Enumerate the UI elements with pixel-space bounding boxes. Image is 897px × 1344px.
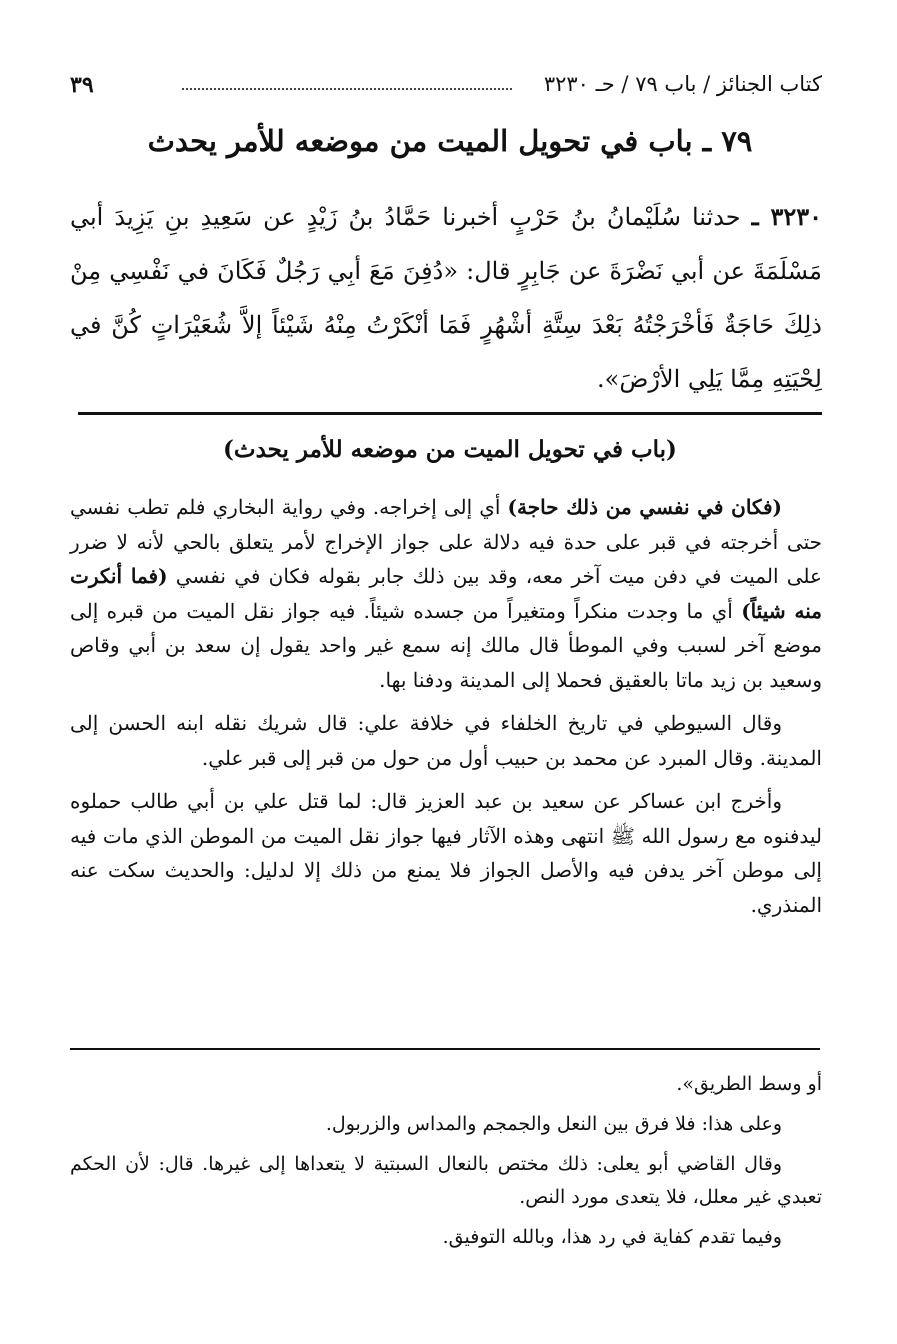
commentary-paragraph: وقال السيوطي في تاريخ الخلفاء في خلافة علي: قال شريك نقله ابنه الحسن إلى المدينة. وقال المبرد عن محمد بن حبيب أول من حول من قبر إلى قبر علي. — [70, 711, 822, 770]
commentary-quote: (فكان في نفسي من ذلك حاجة) — [507, 495, 782, 519]
footnote-line: وقال القاضي أبو يعلى: ذلك مختص بالنعال السبتية لا يتعداها إلى غيرها. قال: لأن الحكم تعبدي غير معلل، فلا يتعدى مورد النص. — [70, 1153, 822, 1208]
commentary-text: أي إلى إخراجه. وفي رواية البخاري فلم تطب نفسي حتى أخرجته في قبر على حدة فيه دلالة على جواز الإخراج لأمر يتعلق بالحي لأنه لا ضرر على الميت في دفن ميت آخر معه، وقد بين ذلك جابر بقوله فكان في نفسي — [70, 495, 822, 588]
chapter-title: في تحويل الميت من موضعه للأمر يحدث — [147, 124, 639, 158]
commentary-body — [70, 490, 822, 931]
commentary-heading: (باب في تحويل الميت من موضعه للأمر يحدث) — [223, 436, 677, 463]
commentary-paragraph: وأخرج ابن عساكر عن سعيد بن عبد العزيز قال: لما قتل علي بن أبي طالب حملوه ليدفنوه مع رسول الله ﷺ انتهى وهذه الآثار فيها جواز نقل الميت من الموطن الذي مات فيه إلى موطن آخر يدفن فيه والأصل الجواز فلا يمنع من ذلك إلا لدليل: والحديث سكت عنه المنذري. — [70, 789, 822, 917]
section-divider — [78, 412, 822, 415]
footnote-line: وعلى هذا: فلا فرق بين النعل والجمجم والمداس والزربول. — [325, 1113, 782, 1135]
header-dotted-leader — [182, 88, 512, 90]
running-header — [70, 72, 822, 102]
commentary-quote: (فما أنكرت منه شيئاً) — [70, 564, 822, 623]
page-number: ٣٩ — [70, 72, 94, 98]
hadith-text-block — [70, 190, 822, 406]
commentary-paragraph — [70, 490, 822, 697]
chapter-heading — [80, 124, 820, 158]
footnote-line: أو وسط الطريق». — [676, 1073, 822, 1095]
hadith-number: ٣٢٣٠ ـ — [751, 202, 822, 231]
commentary-text: أي ما وجدت منكراً ومتغيراً من جسده شيئاً. فيه جواز نقل الميت من قبره إلى موضع آخر لسبب وفي الموطأ قال مالك إنه سمع غير واحد يقول إن سعد بن أبي وقاص وسعيد بن زيد ماتا بالعقيق فحملا إلى المدينة ودفنا بها. — [70, 598, 822, 692]
footnotes — [70, 1068, 822, 1261]
running-title: كتاب الجنائز / باب ٧٩ / حـ ٣٢٣٠ — [543, 72, 822, 96]
footnote-line: وفيما تقدم كفاية في رد هذا، وبالله التوفيق. — [442, 1226, 782, 1248]
chapter-bab-word: باب — [648, 124, 693, 158]
footnote-divider — [70, 1048, 820, 1050]
chapter-number: ٧٩ ـ — [702, 124, 753, 158]
hadith-text: حدثنا سُلَيْمانُ بنُ حَرْبٍ أخبرنا حَمَّادُ بنُ زَيْدٍ عن سَعِيدِ بنِ يَزِيدَ أبي مَسْلَمَةَ عن أبي نَضْرَةَ عن جَابِرٍ قال: «دُفِنَ مَعَ أبِي رَجُلٌ فَكَانَ في نَفْسِي مِنْ ذلِكَ حَاجَةٌ فَأخْرَجْتُهُ بَعْدَ سِتَّةِ أشْهُرٍ فَمَا أنْكَرْتُ مِنْهُ شَيْئاً إلاَّ شُعَيْرَاتٍ كُنَّ في لِحْيَتِهِ مِمَّا يَلِي الأرْضَ». — [70, 203, 823, 393]
